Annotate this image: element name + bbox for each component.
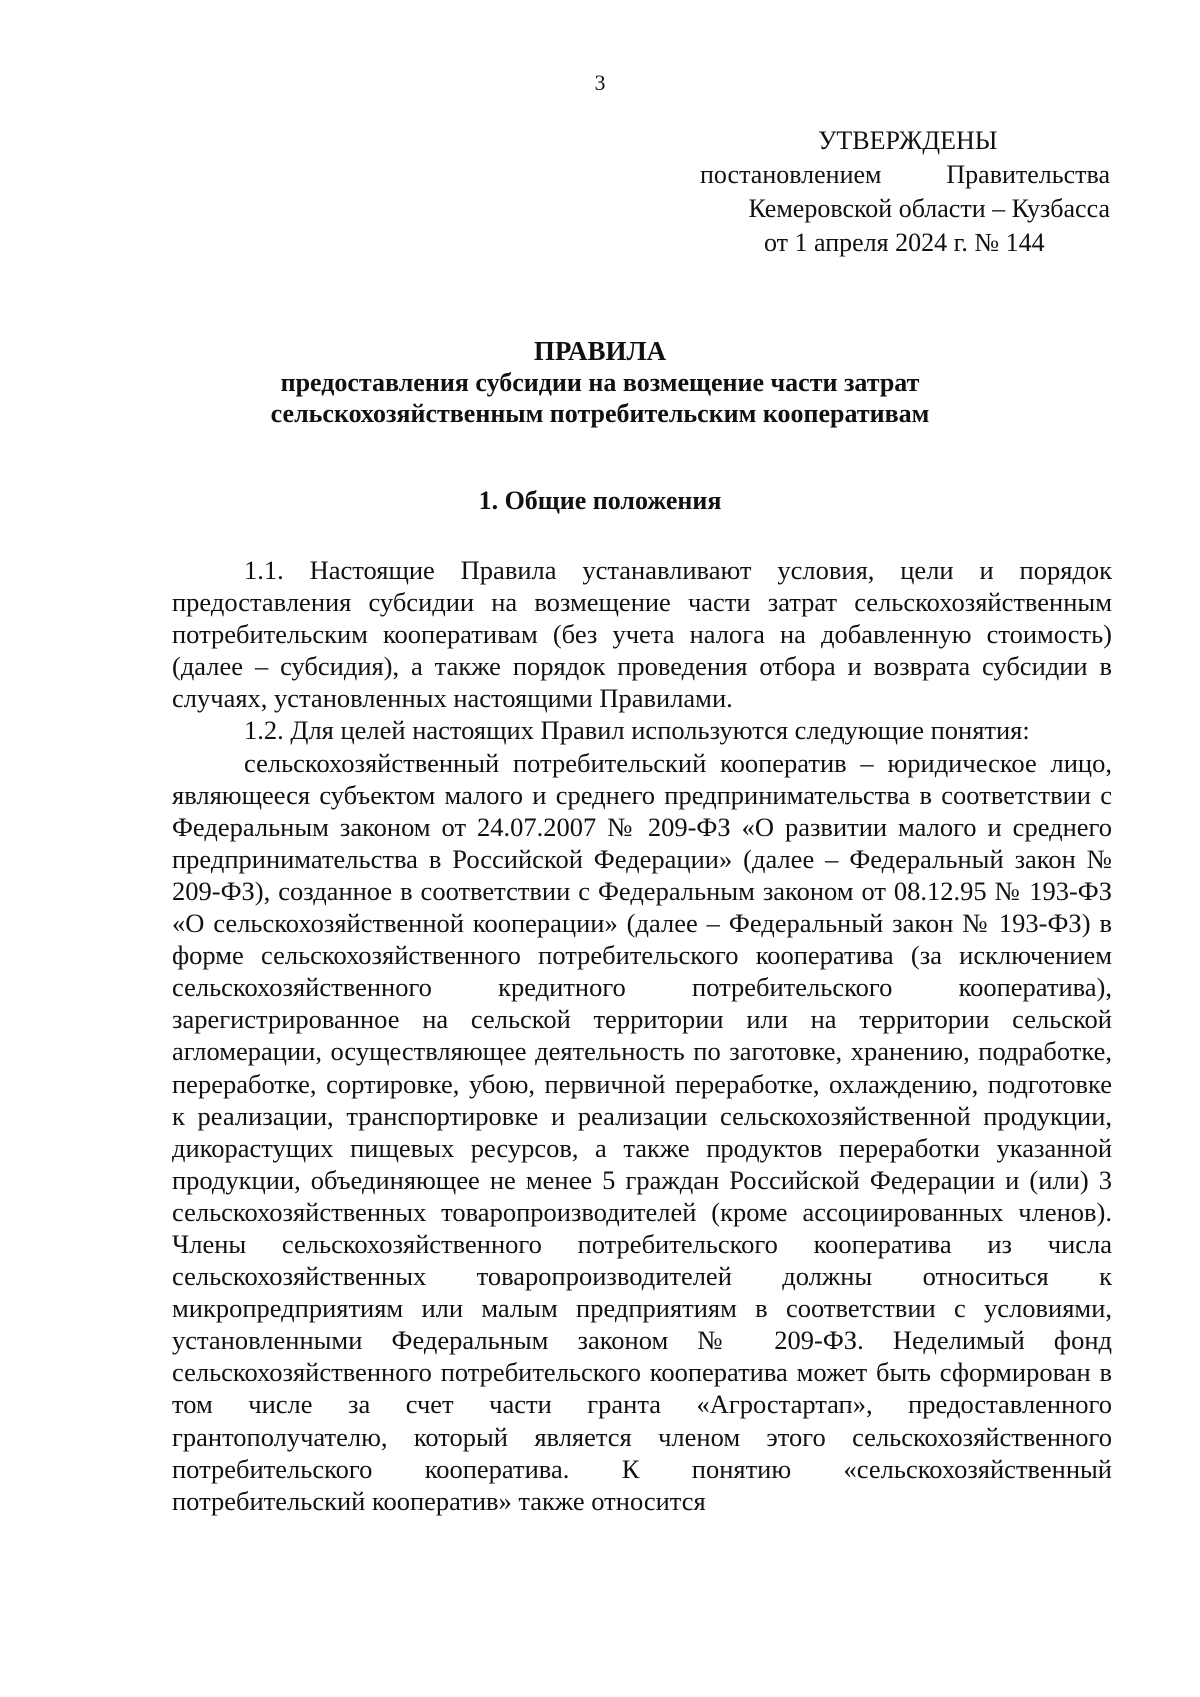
- approval-stamp: [700, 124, 1110, 260]
- paragraph-1-1: 1.1. Настоящие Правила устанавливают условия, цели и порядок предоставления субсидии на возмещение части затрат сельскохозяйственным потребительским кооперативам (без учета налога на добавленную стоимость) (далее – субсидия), а также порядок проведения отбора и возврата субсидии в случаях, установленных настоящими Правилами.: [172, 555, 1112, 714]
- title-subtitle-line-2: сельскохозяйственным потребительским кооперативам: [270, 399, 930, 428]
- title-main: ПРАВИЛА: [533, 336, 667, 366]
- approval-date-line: от 1 апреля 2024 г. № 144: [764, 228, 1045, 257]
- section-body: [172, 554, 1112, 1517]
- approval-heading: УТВЕРЖДЕНЫ: [818, 126, 998, 155]
- paragraph-1-2: 1.2. Для целей настоящих Правил используются следующие понятия:: [244, 715, 1030, 746]
- approval-region-line: Кемеровской области – Кузбасса: [748, 194, 1110, 223]
- title-subtitle-line-1: предоставления субсидии на возмещение части затрат: [280, 368, 920, 397]
- document-title: [0, 336, 1200, 429]
- paragraph-definition: сельскохозяйственный потребительский кооператив – юридическое лицо, являющееся субъектом малого и среднего предпринимательства в соответствии с Федеральным законом от 24.07.2007 № 209-ФЗ «О развитии малого и среднего предпринимательства в Российской Федерации» (далее – Федеральный закон № 209-ФЗ), созданное в соответствии с Федеральным законом от 08.12.95 № 193-ФЗ «О сельскохозяйственной кооперации» (далее – Федеральный закон № 193-ФЗ) в форме сельскохозяйственного потребительского кооператива (за исключением сельскохозяйственного кредитного потребительского кооператива), зарегистрированное на сельской территории или на территории сельской агломерации, осуществляющее деятельность по заготовке, хранению, подработке, переработке, сортировке, убою, первичной переработке, охлаждению, подготовке к реализации, транспортировке и реализации сельскохозяйственной продукции, дикорастущих пищевых ресурсов, а также продуктов переработки указанной продукции, объединяющее не менее 5 граждан Российской Федерации и (или) 3 сельскохозяйственных товаропроизводителей (кроме ассоциированных членов). Члены сельскохозяйственного потребительского кооператива из числа сельскохозяйственных товаропроизводителей должны относиться к микропредприятиям или малым предприятиям в соответствии с условиями, установленными Федеральным законом № 209-ФЗ. Неделимый фонд сельскохозяйственного потребительского кооператива может быть сформирован в том числе за счет части гранта «Агростартап», предоставленного грантополучателю, который является членом этого сельскохозяйственного потребительского кооператива. К понятию «сельскохозяйственный потребительский кооператив» также относится: [172, 747, 1112, 1516]
- section-heading: 1. Общие положения: [478, 486, 722, 515]
- approval-decree-line: постановлением Правительства: [700, 160, 1110, 189]
- page-number: 3: [594, 70, 606, 95]
